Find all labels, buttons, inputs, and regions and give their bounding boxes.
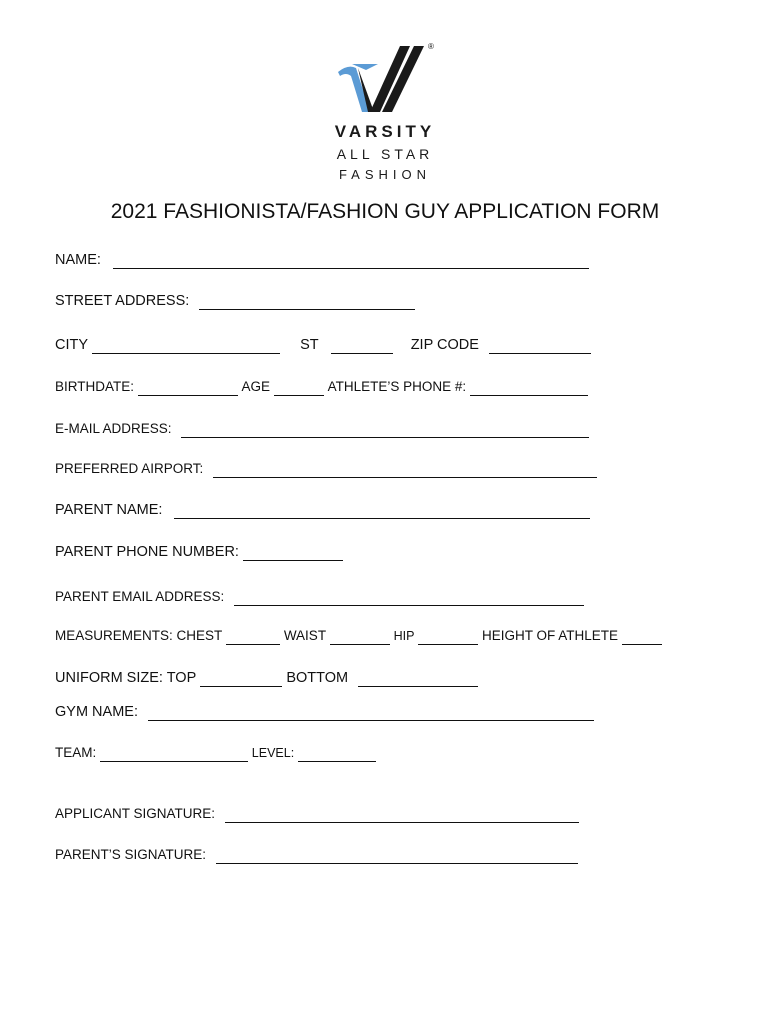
birthdate-field[interactable] <box>138 381 238 396</box>
age-label: AGE <box>241 379 271 394</box>
registered-mark: ® <box>428 42 434 51</box>
applicant-signature-row <box>55 805 579 823</box>
name-label: NAME: <box>55 252 101 268</box>
street-address-field[interactable] <box>199 295 415 310</box>
name-field[interactable] <box>113 254 589 269</box>
parent-email-field[interactable] <box>234 591 584 606</box>
parent-phone-field[interactable] <box>243 546 343 561</box>
level-label: LEVEL: <box>251 746 295 760</box>
st-field[interactable] <box>331 339 393 354</box>
measurements-row <box>55 627 662 645</box>
email-field[interactable] <box>181 423 589 438</box>
uniform-top-field[interactable] <box>200 672 282 687</box>
bottom-field[interactable] <box>358 672 478 687</box>
parents-signature-row <box>55 846 578 864</box>
airport-row <box>55 460 597 478</box>
gym-name-field[interactable] <box>148 706 594 721</box>
st-label: ST <box>300 337 319 353</box>
height-label: HEIGHT OF ATHLETE <box>481 628 618 643</box>
birthdate-row <box>55 378 588 396</box>
name-row <box>55 251 589 269</box>
waist-label: WAIST <box>283 628 327 643</box>
zip-code-label: ZIP CODE <box>410 337 479 353</box>
parent-phone-label: PARENT PHONE NUMBER: <box>55 544 239 560</box>
parent-name-field[interactable] <box>174 504 590 519</box>
city-label: CITY <box>55 337 89 353</box>
brand-varsity: VARSITY <box>334 122 436 141</box>
parents-signature-field[interactable] <box>216 849 578 864</box>
city-row <box>55 336 591 354</box>
city-field[interactable] <box>92 339 280 354</box>
brand-fashion: FASHION <box>338 167 432 182</box>
preferred-airport-label: PREFERRED AIRPORT: <box>55 461 204 476</box>
parent-name-label: PARENT NAME: <box>55 502 163 518</box>
street-address-row <box>55 292 415 310</box>
athletes-phone-label: ATHLETE’S PHONE #: <box>327 379 467 394</box>
bottom-label: BOTTOM <box>286 670 349 686</box>
athletes-phone-field[interactable] <box>470 381 588 396</box>
hip-field[interactable] <box>418 630 478 645</box>
brand-all-star: ALL STAR <box>336 146 434 162</box>
waist-field[interactable] <box>330 630 390 645</box>
team-field[interactable] <box>100 747 248 762</box>
parent-name-row <box>55 501 590 519</box>
uniform-row <box>55 669 478 687</box>
parent-email-row <box>55 588 584 606</box>
team-row <box>55 744 376 762</box>
level-field[interactable] <box>298 747 376 762</box>
zip-code-field[interactable] <box>489 339 591 354</box>
email-row <box>55 420 589 438</box>
gym-name-row <box>55 703 594 721</box>
hip-label: HIP <box>393 629 415 643</box>
chest-field[interactable] <box>226 630 280 645</box>
street-address-label: STREET ADDRESS: <box>55 293 190 309</box>
birthdate-label: BIRTHDATE: <box>55 379 135 394</box>
chest-label: MEASUREMENTS: CHEST <box>55 628 223 643</box>
parents-signature-label: PARENT’S SIGNATURE: <box>55 847 207 862</box>
email-label: E-MAIL ADDRESS: <box>55 421 172 436</box>
varsity-logo-mark <box>330 42 440 116</box>
gym-name-label: GYM NAME: <box>55 704 138 720</box>
parent-email-label: PARENT EMAIL ADDRESS: <box>55 589 225 604</box>
applicant-signature-label: APPLICANT SIGNATURE: <box>55 806 216 821</box>
parent-phone-row <box>55 543 343 561</box>
height-field[interactable] <box>622 630 662 645</box>
team-label: TEAM: <box>55 745 97 760</box>
preferred-airport-field[interactable] <box>213 463 597 478</box>
age-field[interactable] <box>274 381 324 396</box>
uniform-top-label: UNIFORM SIZE: TOP <box>55 670 197 686</box>
form-title: 2021 FASHIONISTA/FASHION GUY APPLICATION FORM <box>110 200 660 223</box>
applicant-signature-field[interactable] <box>225 808 579 823</box>
